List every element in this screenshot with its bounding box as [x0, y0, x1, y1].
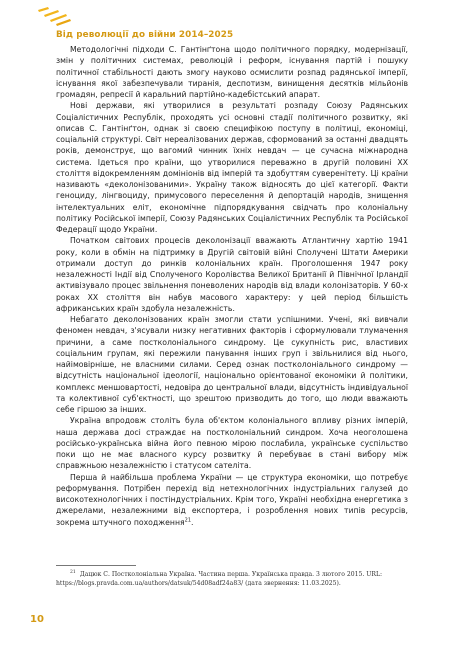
footnote-number: 21: [70, 569, 76, 575]
paragraph: Нові держави, які утворилися в результаті розпаду Союзу Радянських Соціалістичних Республік, проходять усі основні стадії політичного розвитку, які описав С. Гантінґтон, однак зі своєю специфікою поступу в політиці, економіці, соціальній структурі. Світ нереалізованих держав, сформований за останні двадцять років, демонструє, що вагомий чинник їхніх невдач — це сучасна міжнародна система. Ідеться про країни, що утворилися переважно в другій половині XX століття відокремленням домініонів від імперій та здобуттям суверенітету. Ці країни називають «деколонізованими». Україну також відносять до цієї категорії. Факти геноциду, лінгвоциду, примусового переселення й депортацій народів, знищення інтелектуальних еліт, економічне підпорядкування свідчать про колоніальну політику Російської імперії, Союзу Радянських Соціалістичних Республік та Російської Федерації щодо України.: [56, 101, 408, 234]
paragraph: Методологічні підходи С. Гантінґтона щодо політичного порядку, модернізації, змін у політичних системах, революцій і реформ, існування партій і пошуку політичної стабільності дають змогу науково осмислити розпад радянської імперії, існування якої забезпечували тиранія, деспотизм, винищення десятків мільйонів громадян, репресії й каральний партійно-кадебістський апарат.: [56, 45, 408, 99]
yellow-stripes-logo-icon: [36, 4, 72, 26]
main-text: [56, 44, 408, 528]
paragraph: Перша й найбільша проблема України — це структура економіки, що потребує реформування. Потрібен перехід від нетехнологічних індустріальних галузей до високотехнологічних і постіндустріальних. Крім того, Україні необхідна енергетика з джерелами, незалежними від експортера, і розроблення нових типів ресурсів, зокрема штучного походження$^{21}$.: [56, 472, 408, 527]
footnote-text: Дацюк С. Постколоніальна Україна. Частина перша. Українська правда. 3 лютого 2015. URL: https://blogs.pravda.com.ua/authors/datsuk/54d08adf24a83/ (дата звернення: 11.03.2025).: [56, 571, 383, 587]
paragraph: Україна впродовж століть була об'єктом колоніального впливу різних імперій, наша держава досі страждає на постколоніальний синдром. Хоча неоголошена російсько-українська війна його певною мірою послабила, українське суспільство поки що не має власного курсу розвитку й перебуває в стані вибору між справжньою незалежністю і статусом сателіта.: [56, 416, 408, 471]
paragraph: Небагато деколонізованих країн змогли стати успішними. Учені, які вивчали феномен невдач, з'ясували низку негативних факторів і сформулювали тлумачення причини, а саме постколоніального синдрому. Це сукупність рис, властивих соціальним групам, які пережили панування інших груп і звільнилися від нього, найімовірніше, не власними силами. Серед ознак постколоніального синдрому — відсутність національної ідеології, національно орієнтованої економіки й політики, комплекс меншовартості, недовіра до центральної влади, відсутність індивідуальної та колективної суб'єктності, що зрештою призводить до того, що люди вважають себе гіршою за інших.: [56, 315, 408, 414]
paragraph-text: Перша й найбільша проблема України — це структура економіки, що потребує реформування. Потрібен перехід від нетехнологічних індустріальних галузей до високотехнологічних і постіндустріальних. Крім того, Україні необхідна енергетика з джерелами, незалежними від експортера, і розроблення нових типів ресурсів, зокрема штучного походження: [56, 472, 408, 527]
footnote-divider: [56, 565, 136, 566]
footnote: [56, 570, 408, 588]
page-number: 10: [30, 614, 44, 625]
running-title: Від революції до війни 2014–2025: [56, 30, 234, 40]
page-header: [0, 0, 450, 40]
footnote-reference[interactable]: 21: [184, 516, 192, 523]
paragraph: Початком світових процесів деколонізації вважають Атлантичну хартію 1941 року, коли в обмін на підтримку в Другій світовій війні Сполучені Штати Америки отримали доступ до ринків колоніальних країн. Проголошення 1947 року незалежності Індії від Сполученого Королівства Великої Британії й Північної Ірландії активізувало процес звільнення поневолених народів від влади колонізаторів. У 60-х роках XX століття він набув масового характеру: у цей період більшість африканських країн здобула незалежність.: [56, 236, 408, 313]
